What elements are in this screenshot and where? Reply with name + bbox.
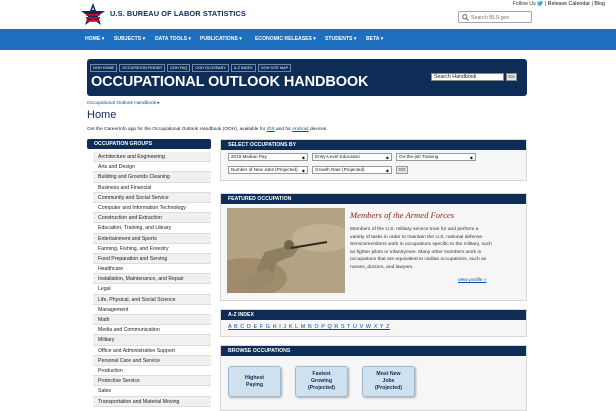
featured-occupation-text: Members of the U.S. military service train for and perform a variety of tasks in order to maintain the U.S. national defense. Servicemembers work in occupations specific to the military, such as fighter pilots or infantrymen. Many other members work in occupations that are equivalent to civilian occupations, such as nurses, doctors, and lawyers.: [350, 227, 492, 270]
occupation-group-item[interactable]: Office and Administrative Support: [93, 346, 211, 356]
select-arrow-icon: ◆: [469, 155, 473, 160]
site-title[interactable]: U.S. BUREAU OF LABOR STATISTICS: [110, 9, 246, 18]
occupation-group-item[interactable]: Healthcare: [93, 264, 211, 274]
browse-button-label: Highest: [244, 374, 265, 381]
nav-subjects[interactable]: SUBJECTS ▾: [114, 36, 146, 42]
browse-button-label: Paying: [245, 381, 263, 388]
ooh-faq-link[interactable]: OOH FAQ: [167, 64, 190, 72]
occupation-group-item[interactable]: Food Preparation and Serving: [93, 254, 211, 264]
occupation-group-item[interactable]: Building and Grounds Cleaning: [93, 172, 211, 182]
occupation-group-item[interactable]: Production: [93, 366, 211, 376]
az-index-link[interactable]: A-Z INDEX: [231, 64, 256, 72]
soldier-photo-icon: [227, 208, 345, 293]
median-pay-select[interactable]: 2019 Median Pay ◆: [228, 153, 308, 161]
browse-button-label: Most New: [376, 371, 401, 377]
site-header: [0, 0, 616, 28]
blog-link[interactable]: Blog: [594, 1, 605, 7]
ooh-home-link[interactable]: OOH HOME: [90, 64, 117, 72]
occupation-group-item[interactable]: Personal Care and Service: [93, 356, 211, 366]
site-search-input[interactable]: [471, 13, 529, 22]
occupation-groups-list: [93, 152, 211, 407]
occupation-group-item[interactable]: Arts and Design: [93, 162, 211, 172]
az-index-heading: A-Z INDEX: [221, 310, 526, 320]
handbook-search-go-button[interactable]: Go: [506, 73, 517, 81]
handbook-search-input[interactable]: Search Handbook: [431, 73, 504, 81]
armed-forces-photo[interactable]: [227, 208, 345, 293]
occupation-group-item[interactable]: Architecture and Engineering: [93, 152, 211, 162]
site-search: [458, 11, 532, 23]
most-new-jobs-button[interactable]: [362, 366, 415, 397]
on-the-job-training-select[interactable]: On-the-job Training ◆: [396, 153, 476, 161]
android-link[interactable]: Android: [292, 127, 309, 132]
select-arrow-icon: ◆: [301, 168, 305, 173]
featured-occupation-title[interactable]: Members of the Armed Forces: [350, 210, 455, 220]
browse-button-label: Jobs: [382, 378, 395, 384]
occupation-group-item[interactable]: Media and Communication: [93, 325, 211, 335]
featured-occupation-heading: FEATURED OCCUPATION: [221, 194, 526, 204]
select-arrow-icon: ◆: [385, 168, 389, 173]
breadcrumb-link[interactable]: Occupational Outlook Handbook ▸: [87, 101, 160, 106]
ooh-title[interactable]: OCCUPATIONAL OUTLOOK HANDBOOK: [91, 74, 369, 90]
browse-button-label: Growing: [310, 378, 333, 384]
growth-rate-select[interactable]: Growth Rate (Projected) ◆: [312, 166, 392, 174]
new-jobs-select[interactable]: Number of New Jobs (Projected) ◆: [228, 166, 308, 174]
highest-paying-button[interactable]: [228, 366, 281, 397]
occupation-group-item[interactable]: Military: [93, 335, 211, 345]
occupation-group-item[interactable]: Management: [93, 305, 211, 315]
occupation-group-item[interactable]: Farming, Fishing, and Forestry: [93, 244, 211, 254]
ios-link[interactable]: iOS: [266, 127, 275, 132]
occupation-group-item[interactable]: Legal: [93, 284, 211, 294]
bls-logo-icon[interactable]: [80, 2, 106, 26]
nav-data-tools[interactable]: DATA TOOLS ▾: [155, 36, 192, 42]
select-arrow-icon: ◆: [301, 155, 305, 160]
entry-level-education-select[interactable]: Entry-Level Education ◆: [312, 153, 392, 161]
browse-button-label: (Projected): [374, 385, 403, 391]
select-go-button[interactable]: GO: [396, 166, 408, 174]
occupation-groups-heading: OCCUPATION GROUPS: [87, 139, 211, 149]
nav-students[interactable]: STUDENTS ▾: [325, 36, 357, 42]
ooh-links: [90, 64, 291, 72]
occupation-group-item[interactable]: Business and Financial: [93, 183, 211, 193]
utility-links: Follow Us | Release Calendar | Blog: [512, 1, 605, 7]
occupation-group-item[interactable]: Construction and Extraction: [93, 213, 211, 223]
follow-us-label: Follow Us: [512, 1, 536, 7]
ooh-site-map-link[interactable]: OOH SITE MAP: [258, 64, 291, 72]
nav-home[interactable]: HOME ▾: [85, 36, 105, 42]
occupation-group-item[interactable]: Sales: [93, 386, 211, 396]
main-nav: [0, 29, 616, 50]
occupation-group-item[interactable]: Life, Physical, and Social Science: [93, 295, 211, 305]
browse-button-label: (Projected): [307, 385, 336, 391]
occupation-group-item[interactable]: Entertainment and Sports: [93, 234, 211, 244]
occupation-group-item[interactable]: Computer and Information Technology: [93, 203, 211, 213]
az-index-panel: [220, 309, 527, 337]
occupation-group-item[interactable]: Protective Service: [93, 376, 211, 386]
view-profile-link[interactable]: view profile »: [458, 278, 487, 283]
select-arrow-icon: ◆: [385, 155, 389, 160]
occupation-group-item[interactable]: Installation, Maintenance, and Repair: [93, 274, 211, 284]
nav-publications[interactable]: PUBLICATIONS ▾: [200, 36, 242, 42]
browse-occupations-heading: BROWSE OCCUPATIONS: [221, 346, 526, 356]
nav-economic-releases[interactable]: ECONOMIC RELEASES ▾: [255, 36, 316, 42]
occupation-group-item[interactable]: Community and Social Service: [93, 193, 211, 203]
twitter-icon[interactable]: [537, 1, 543, 6]
az-letter-links[interactable]: A B C D E F G H I J K L M N O P Q R S T U V W X Y Z: [228, 324, 390, 330]
fastest-growing-button[interactable]: [295, 366, 348, 397]
select-occupations-heading: SELECT OCCUPATIONS BY: [221, 140, 526, 150]
page-title: Home: [87, 109, 117, 121]
intro-text: Get the CareerInfo app for the Occupational Outlook Handbook (OOH), available for iOS and for Android devices.: [87, 127, 328, 132]
nav-beta[interactable]: BETA ▾: [366, 36, 384, 42]
occupation-group-item[interactable]: Education, Training, and Library: [93, 223, 211, 233]
release-calendar-link[interactable]: Release Calendar: [547, 1, 591, 7]
occupation-finder-link[interactable]: OCCUPATION FINDER: [119, 64, 165, 72]
occupation-group-item[interactable]: Transportation and Material Moving: [93, 397, 211, 407]
browse-button-label: Fastest: [312, 371, 331, 377]
ooh-glossary-link[interactable]: OOH GLOSSARY: [192, 64, 229, 72]
occupation-group-item[interactable]: Math: [93, 315, 211, 325]
search-icon[interactable]: [462, 14, 469, 21]
breadcrumb: [87, 101, 160, 106]
